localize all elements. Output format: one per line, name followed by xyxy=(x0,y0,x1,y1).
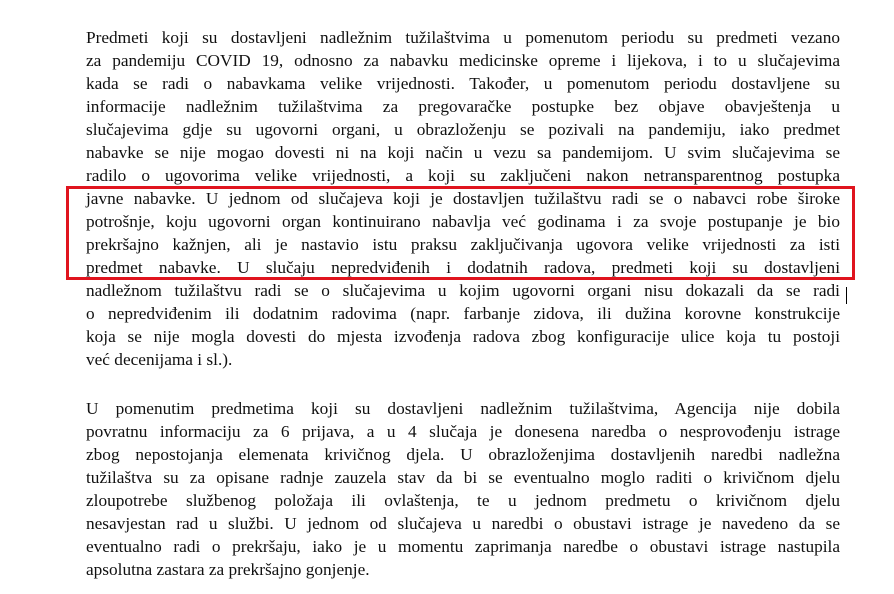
paragraph-1-line: Predmeti koji su dostavljeni nadležnim tužilaštvima u pomenutom periodu su predmeti vezano xyxy=(86,28,840,47)
paragraph-2-line: U pomenutim predmetima koji su dostavljeni nadležnim tužilaštvima, Agencija nije dobila xyxy=(86,399,840,418)
paragraph-1-line: radilo o ugovorima velike vrijednosti, a koji su zaključeni nakon netransparentnog postupka xyxy=(86,166,840,185)
highlighted-line: predmet nabavke. U slučaju nepredviđenih i dodatnih radova, predmeti koji su dostavljeni xyxy=(86,258,840,277)
paragraph-2-line: tužilaštva su za opisane radnje zauzela stav da bi se eventualno moglo raditi o krivičnom djelu xyxy=(86,468,840,487)
paragraph-2-line: nesavjestan rad u službi. U jednom od slučajeva u naredbi o obustavi istrage je navedeno da se xyxy=(86,514,840,533)
paragraph-2-line: povratnu informaciju za 6 prijava, a u 4 slučaja je donesena naredba o nesprovođenju istrage xyxy=(86,422,840,441)
paragraph-1-line: nabavke se nije mogao dovesti ni na koji način u vezu sa pandemijom. U svim slučajevima se xyxy=(86,143,840,162)
paragraph-2-line: eventualno radi o prekršaju, iako je u momentu zaprimanja naredbe o obustavi istrage nastupila xyxy=(86,537,840,556)
paragraph-1-line: već decenijama i sl.). xyxy=(86,350,233,369)
paragraph-1-line: slučajevima gdje su ugovorni organi, u obrazloženju se pozivali na pandemiju, iako predmet xyxy=(86,120,840,139)
highlighted-line: javne nabavke. U jednom od slučajeva koji je dostavljen tužilaštvu radi se o nabavci robe široke xyxy=(86,189,840,208)
paragraph-2-line: zloupotrebe službenog položaja ili ovlaštenja, te u jednom predmetu o krivičnom djelu xyxy=(86,491,840,510)
paragraph-2-line: zbog nepostojanja elemenata krivičnog djela. U obrazloženjima dostavljenih naredbi nadležna xyxy=(86,445,840,464)
paragraph-1-line: za pandemiju COVID 19, odnosno za nabavku medicinske opreme i lijekova, i to u slučajevima xyxy=(86,51,840,70)
text-cursor xyxy=(846,287,847,304)
paragraph-1-line: koja se nije mogla dovesti do mjesta izvođenja radova zbog konfiguracije ulice koja tu postoji xyxy=(86,327,840,346)
highlighted-line: prekršajno kažnjen, ali je nastavio istu praksu zaključivanja ugovora velike vrijednosti za isti xyxy=(86,235,840,254)
paragraph-1-line: o nepredviđenim ili dodatnim radovima (napr. farbanje zidova, ili dužina korovne konstrukcije xyxy=(86,304,840,323)
highlighted-line: potrošnje, koju ugovorni organ kontinuirano nabavlja već godinama i za svoje postupanje je bio xyxy=(86,212,840,231)
paragraph-2-line: apsolutna zastara za prekršajno gonjenje. xyxy=(86,560,370,579)
paragraph-1-line: informacije nadležnim tužilaštvima za pregovaračke postupke bez objave obavještenja u xyxy=(86,97,840,116)
paragraph-1-line: kada se radi o nabavkama velike vrijednosti. Također, u pomenutom periodu dostavljene su xyxy=(86,74,840,93)
paragraph-1-line: nadležnom tužilaštvu radi se o slučajevima u kojim ugovorni organi nisu dokazali da se radi xyxy=(86,281,840,300)
